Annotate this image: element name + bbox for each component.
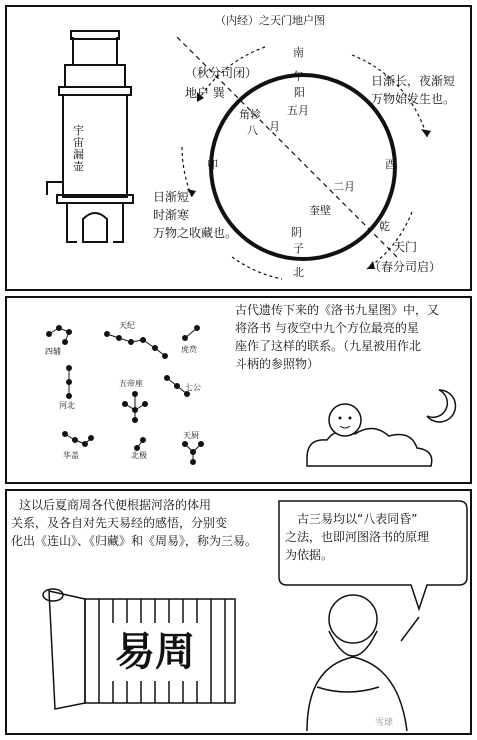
bubble-line-3: 为依据。 <box>285 548 334 562</box>
label-qian: 乾 <box>379 220 390 233</box>
panel-nine-stars <box>5 296 472 484</box>
star-label-wudizuo: 五帝座 <box>119 379 143 388</box>
label-zi: 子 <box>293 242 304 255</box>
panel-tianmen-dihu <box>5 5 472 291</box>
label-tian-men-note: （春分司启） <box>369 260 442 274</box>
star-label-tianji: 天纪 <box>119 321 135 330</box>
label-autumn-close: （秋分司闭） <box>185 66 258 80</box>
label-you: 酉 <box>385 158 396 171</box>
label-kui-bi: 奎壁 <box>309 204 331 217</box>
water-clock-label: 宇 宙 漏 壶 <box>73 124 84 174</box>
label-di-hu: 地户 巽 <box>185 86 225 100</box>
label-month-char: 月 <box>269 120 280 133</box>
label-yang: 阳 <box>294 86 305 99</box>
outer-arc-bottom-left <box>232 257 282 279</box>
arrow-head-1 <box>421 129 431 137</box>
panel2-text-line-3: 座作了这样的联系。（九星被用作北 <box>235 339 422 353</box>
label-wu: 午 <box>293 70 304 83</box>
star-label-huben: 虎贲 <box>181 345 197 354</box>
label-mao: 卯 <box>207 158 218 171</box>
label-second-month: 二月 <box>333 180 355 193</box>
decline-line-3: 万物之收藏也。 <box>153 226 238 240</box>
panel2-text-line-1: 古代遗传下来的《洛书九星图》中，又 <box>235 303 440 317</box>
cloud-drawing <box>307 428 432 466</box>
bubble-line-1: 古三易均以“八表同昏” <box>297 512 418 526</box>
growth-line-2: 万物始发生也。 <box>371 92 456 106</box>
scroll-title: 易周 <box>111 623 199 681</box>
label-north: 北 <box>293 266 304 279</box>
label-yin: 阴 <box>291 226 302 239</box>
moon-icon <box>427 390 455 422</box>
label-fifth-month: 五月 <box>287 104 309 117</box>
bubble-line-2: 之法，也即河图洛书的原理 <box>285 530 430 544</box>
sage-figure-drawing <box>307 595 419 731</box>
decline-line-1: 日渐短 <box>153 190 190 204</box>
panel3-left-line-3: 化出《连山》、《归藏》和《周易》，称为三易。 <box>11 534 258 548</box>
star-label-sifu: 四辅 <box>45 347 61 356</box>
star-label-huagai: 华盖 <box>63 451 79 460</box>
star-label-beiji: 北极 <box>131 451 147 460</box>
panel2-text-line-2: 将洛书 与夜空中九个方位最亮的星 <box>235 321 419 335</box>
panel3-left-line-2: 关系，及各自对先天易经的感悟，分别变 <box>11 516 228 530</box>
label-eighth: 八 <box>247 124 258 137</box>
star-label-hebei: 河北 <box>59 401 75 410</box>
panel1-title: （内经）之天门地户图 <box>215 14 325 27</box>
watermark: 雪球 <box>375 718 394 728</box>
water-clock-drawing <box>47 31 133 242</box>
growth-line-1: 日渐长，夜渐短 <box>371 74 456 88</box>
panel3-left-line-1: 这以后夏商周各代便根据河洛的体用 <box>19 498 212 512</box>
star-constellations <box>47 326 204 465</box>
panel2-text-line-4: 斗柄的参照物） <box>235 357 320 371</box>
star-label-qigong: 七公 <box>185 383 201 392</box>
label-south: 南 <box>293 46 304 59</box>
label-tian-men: 天门 <box>393 240 418 254</box>
label-jiao-zhen: 角轸 <box>239 108 261 121</box>
child-head-drawing <box>329 404 361 436</box>
decline-line-2: 时渐寒 <box>153 208 190 222</box>
panel-three-yi <box>5 489 472 735</box>
star-label-tianchu: 天厨 <box>183 431 199 440</box>
